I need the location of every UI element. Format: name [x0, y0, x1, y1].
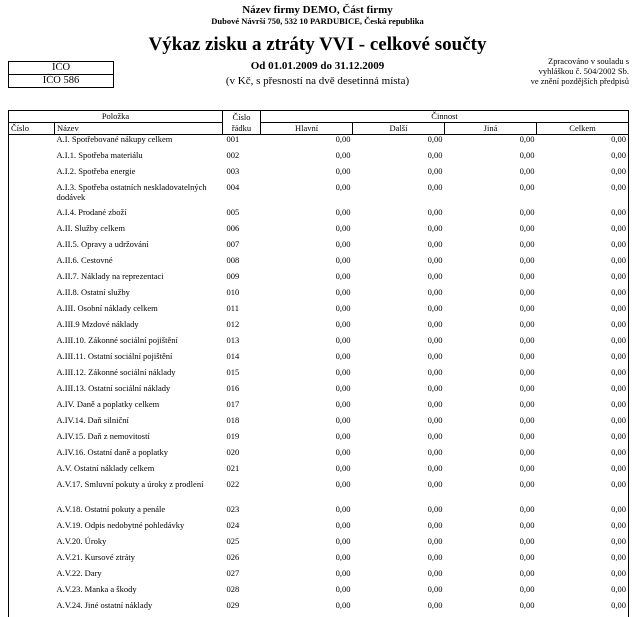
row-dalsi: 0,00: [353, 304, 445, 320]
header-cislo: Číslo: [9, 123, 55, 135]
row-hlavni: 0,00: [261, 601, 353, 617]
row-hlavni: 0,00: [261, 432, 353, 448]
row-jina: 0,00: [445, 400, 537, 416]
row-jina: 0,00: [445, 320, 537, 336]
row-cislo: [9, 288, 55, 304]
row-dalsi: 0,00: [353, 256, 445, 272]
row-jina: 0,00: [445, 288, 537, 304]
row-hlavni: 0,00: [261, 585, 353, 601]
table-row: [9, 183, 629, 208]
row-cislo: [9, 304, 55, 320]
row-dalsi: 0,00: [353, 585, 445, 601]
row-jina: 0,00: [445, 569, 537, 585]
table-body: [9, 135, 629, 617]
row-jina: 0,00: [445, 448, 537, 464]
row-cislo: [9, 352, 55, 368]
row-name: A.III. Osobní náklady celkem: [55, 304, 223, 320]
row-name: A.III.10. Zákonné sociální pojištění: [55, 336, 223, 352]
row-line-number: 015: [223, 368, 261, 384]
row-jina: 0,00: [445, 224, 537, 240]
row-celkem: 0,00: [537, 256, 629, 272]
row-jina: 0,00: [445, 352, 537, 368]
row-line-number: 010: [223, 288, 261, 304]
row-jina: 0,00: [445, 304, 537, 320]
row-celkem: 0,00: [537, 288, 629, 304]
row-name: A.IV. Daně a poplatky celkem: [55, 400, 223, 416]
row-hlavni: 0,00: [261, 505, 353, 521]
header-celkem: Celkem: [537, 123, 629, 135]
row-hlavni: 0,00: [261, 336, 353, 352]
row-hlavni: 0,00: [261, 320, 353, 336]
row-cislo: [9, 336, 55, 352]
row-cislo: [9, 553, 55, 569]
row-name: A.V.23. Manka a škody: [55, 585, 223, 601]
row-celkem: 0,00: [537, 464, 629, 480]
row-hlavni: 0,00: [261, 256, 353, 272]
row-cislo: [9, 272, 55, 288]
row-cislo: [9, 183, 55, 208]
row-jina: 0,00: [445, 416, 537, 432]
row-cislo: [9, 464, 55, 480]
table-row: [9, 553, 629, 569]
table-row: [9, 601, 629, 617]
row-line-number: 008: [223, 256, 261, 272]
currency-note: (v Kč, s přesností na dvě desetinná místa): [0, 75, 635, 88]
row-name: A.III.9 Mzdové náklady: [55, 320, 223, 336]
table-row: [9, 464, 629, 480]
row-name: A.V.22. Dary: [55, 569, 223, 585]
row-celkem: 0,00: [537, 585, 629, 601]
row-jina: 0,00: [445, 585, 537, 601]
row-jina: 0,00: [445, 256, 537, 272]
header-row-top: [9, 111, 629, 123]
row-jina: 0,00: [445, 336, 537, 352]
table-row: [9, 585, 629, 601]
header-cislo-radku: Číslo řádku: [223, 111, 261, 135]
row-cislo: [9, 151, 55, 167]
row-name: A.I.4. Prodané zboží: [55, 208, 223, 224]
row-hlavni: 0,00: [261, 183, 353, 208]
row-line-number: 005: [223, 208, 261, 224]
row-dalsi: 0,00: [353, 288, 445, 304]
row-dalsi: 0,00: [353, 480, 445, 505]
row-name: A.I. Spotřebované nákupy celkem: [55, 135, 223, 152]
row-cislo: [9, 240, 55, 256]
row-name: A.III.12. Zákonné sociální náklady: [55, 368, 223, 384]
company-address: Dubové Návrší 750, 532 10 PARDUBICE, Česká republika: [0, 16, 635, 26]
row-line-number: 002: [223, 151, 261, 167]
header-jina: Jiná: [445, 123, 537, 135]
row-cislo: [9, 208, 55, 224]
table-row: [9, 320, 629, 336]
row-hlavni: 0,00: [261, 464, 353, 480]
row-line-number: 029: [223, 601, 261, 617]
row-jina: 0,00: [445, 167, 537, 183]
row-cislo: [9, 432, 55, 448]
row-name: A.III.13. Ostatní sociální náklady: [55, 384, 223, 400]
table-row: [9, 537, 629, 553]
row-jina: 0,00: [445, 601, 537, 617]
row-hlavni: 0,00: [261, 368, 353, 384]
row-jina: 0,00: [445, 183, 537, 208]
header-dalsi: Další: [353, 123, 445, 135]
row-name: A.II. Služby celkem: [55, 224, 223, 240]
row-dalsi: 0,00: [353, 400, 445, 416]
row-celkem: 0,00: [537, 505, 629, 521]
row-dalsi: 0,00: [353, 240, 445, 256]
row-dalsi: 0,00: [353, 320, 445, 336]
row-dalsi: 0,00: [353, 384, 445, 400]
regulation-note: [499, 56, 629, 86]
row-line-number: 003: [223, 167, 261, 183]
row-cislo: [9, 384, 55, 400]
row-cislo: [9, 320, 55, 336]
table-row: [9, 352, 629, 368]
ico-label: IČO: [9, 62, 113, 74]
row-line-number: 021: [223, 464, 261, 480]
row-name: A.V.19. Odpis nedobytné pohledávky: [55, 521, 223, 537]
ico-box: [8, 61, 114, 88]
row-name: A.V.20. Úroky: [55, 537, 223, 553]
row-line-number: 018: [223, 416, 261, 432]
row-celkem: 0,00: [537, 208, 629, 224]
row-dalsi: 0,00: [353, 224, 445, 240]
row-name: A.II.7. Náklady na reprezentaci: [55, 272, 223, 288]
row-name: A.II.8. Ostatní služby: [55, 288, 223, 304]
row-dalsi: 0,00: [353, 208, 445, 224]
row-dalsi: 0,00: [353, 521, 445, 537]
row-hlavni: 0,00: [261, 151, 353, 167]
row-dalsi: 0,00: [353, 569, 445, 585]
row-jina: 0,00: [445, 368, 537, 384]
table-row: [9, 135, 629, 152]
row-line-number: 020: [223, 448, 261, 464]
row-name: A.V.21. Kursové ztráty: [55, 553, 223, 569]
row-cislo: [9, 585, 55, 601]
row-dalsi: 0,00: [353, 272, 445, 288]
table-row: [9, 336, 629, 352]
row-hlavni: 0,00: [261, 384, 353, 400]
row-celkem: 0,00: [537, 480, 629, 505]
row-name: A.IV.14. Daň silniční: [55, 416, 223, 432]
row-line-number: 028: [223, 585, 261, 601]
row-dalsi: 0,00: [353, 537, 445, 553]
row-hlavni: 0,00: [261, 537, 353, 553]
table-row: [9, 167, 629, 183]
row-hlavni: 0,00: [261, 569, 353, 585]
row-celkem: 0,00: [537, 224, 629, 240]
row-dalsi: 0,00: [353, 167, 445, 183]
row-hlavni: 0,00: [261, 135, 353, 152]
table-row: [9, 432, 629, 448]
row-line-number: 001: [223, 135, 261, 152]
row-line-number: 017: [223, 400, 261, 416]
row-line-number: 024: [223, 521, 261, 537]
row-hlavni: 0,00: [261, 288, 353, 304]
report-table: [8, 110, 629, 617]
row-line-number: 027: [223, 569, 261, 585]
row-dalsi: 0,00: [353, 416, 445, 432]
row-celkem: 0,00: [537, 432, 629, 448]
report-title: Výkaz zisku a ztráty VVI - celkové součty: [0, 34, 635, 56]
row-name: A.III.11. Ostatní sociální pojištění: [55, 352, 223, 368]
header-cinnost: Činnost: [261, 111, 629, 123]
row-celkem: 0,00: [537, 183, 629, 208]
row-jina: 0,00: [445, 432, 537, 448]
row-celkem: 0,00: [537, 135, 629, 152]
row-line-number: 007: [223, 240, 261, 256]
row-jina: 0,00: [445, 208, 537, 224]
row-line-number: 019: [223, 432, 261, 448]
table-row: [9, 480, 629, 505]
row-celkem: 0,00: [537, 384, 629, 400]
row-celkem: 0,00: [537, 167, 629, 183]
row-name: A.V.18. Ostatní pokuty a penále: [55, 505, 223, 521]
table-row: [9, 151, 629, 167]
row-jina: 0,00: [445, 521, 537, 537]
row-cislo: [9, 368, 55, 384]
row-hlavni: 0,00: [261, 521, 353, 537]
row-line-number: 026: [223, 553, 261, 569]
row-dalsi: 0,00: [353, 553, 445, 569]
row-cislo: [9, 505, 55, 521]
row-jina: 0,00: [445, 537, 537, 553]
row-dalsi: 0,00: [353, 505, 445, 521]
row-line-number: 023: [223, 505, 261, 521]
row-celkem: 0,00: [537, 320, 629, 336]
table-row: [9, 288, 629, 304]
row-hlavni: 0,00: [261, 480, 353, 505]
table-row: [9, 569, 629, 585]
row-dalsi: 0,00: [353, 352, 445, 368]
row-dalsi: 0,00: [353, 151, 445, 167]
row-celkem: 0,00: [537, 240, 629, 256]
row-dalsi: 0,00: [353, 448, 445, 464]
row-cislo: [9, 416, 55, 432]
table-row: [9, 505, 629, 521]
row-jina: 0,00: [445, 553, 537, 569]
row-celkem: 0,00: [537, 304, 629, 320]
row-cislo: [9, 521, 55, 537]
row-hlavni: 0,00: [261, 416, 353, 432]
row-hlavni: 0,00: [261, 352, 353, 368]
row-name: A.V.24. Jiné ostatní náklady: [55, 601, 223, 617]
header-hlavni: Hlavní: [261, 123, 353, 135]
row-name: A.II.6. Cestovné: [55, 256, 223, 272]
row-jina: 0,00: [445, 151, 537, 167]
regulation-line: vyhláškou č. 504/2002 Sb.: [499, 66, 629, 76]
header-nazev: Název: [55, 123, 223, 135]
row-cislo: [9, 400, 55, 416]
row-hlavni: 0,00: [261, 208, 353, 224]
table-row: [9, 416, 629, 432]
row-dalsi: 0,00: [353, 183, 445, 208]
row-name: A.I.2. Spotřeba energie: [55, 167, 223, 183]
row-celkem: 0,00: [537, 448, 629, 464]
table-row: [9, 272, 629, 288]
company-name: Název firmy DEMO, Část firmy: [0, 4, 635, 16]
header-row-bottom: [9, 123, 629, 135]
row-hlavni: 0,00: [261, 272, 353, 288]
row-line-number: 011: [223, 304, 261, 320]
row-celkem: 0,00: [537, 601, 629, 617]
row-cislo: [9, 537, 55, 553]
row-dalsi: 0,00: [353, 464, 445, 480]
row-line-number: 016: [223, 384, 261, 400]
report-period: Od 01.01.2009 do 31.12.2009: [0, 60, 635, 73]
table-row: [9, 448, 629, 464]
header-polozka: Položka: [9, 111, 223, 123]
row-name: A.II.5. Opravy a udržování: [55, 240, 223, 256]
row-line-number: 022: [223, 480, 261, 505]
row-celkem: 0,00: [537, 272, 629, 288]
row-line-number: 004: [223, 183, 261, 208]
row-cislo: [9, 256, 55, 272]
row-line-number: 014: [223, 352, 261, 368]
row-hlavni: 0,00: [261, 240, 353, 256]
row-cislo: [9, 480, 55, 505]
row-celkem: 0,00: [537, 400, 629, 416]
row-name: A.IV.16. Ostatní daně a poplatky: [55, 448, 223, 464]
table-row: [9, 400, 629, 416]
row-name: A.I.3. Spotřeba ostatních neskladovatelných dodávek: [55, 183, 223, 208]
row-cislo: [9, 167, 55, 183]
row-cislo: [9, 135, 55, 152]
table-row: [9, 240, 629, 256]
regulation-line: Zpracováno v souladu s: [499, 56, 629, 66]
row-celkem: 0,00: [537, 416, 629, 432]
row-line-number: 025: [223, 537, 261, 553]
row-dalsi: 0,00: [353, 368, 445, 384]
row-hlavni: 0,00: [261, 400, 353, 416]
row-jina: 0,00: [445, 464, 537, 480]
row-dalsi: 0,00: [353, 336, 445, 352]
row-cislo: [9, 569, 55, 585]
table-row: [9, 224, 629, 240]
row-celkem: 0,00: [537, 569, 629, 585]
row-hlavni: 0,00: [261, 304, 353, 320]
regulation-line: ve znění pozdějších předpisů: [499, 76, 629, 86]
row-cislo: [9, 448, 55, 464]
row-celkem: 0,00: [537, 352, 629, 368]
row-name: A.IV.15. Daň z nemovitostí: [55, 432, 223, 448]
table-row: [9, 368, 629, 384]
row-jina: 0,00: [445, 240, 537, 256]
table-row: [9, 521, 629, 537]
row-dalsi: 0,00: [353, 601, 445, 617]
row-celkem: 0,00: [537, 521, 629, 537]
row-dalsi: 0,00: [353, 135, 445, 152]
row-celkem: 0,00: [537, 537, 629, 553]
row-hlavni: 0,00: [261, 167, 353, 183]
ico-value: IČO 586: [9, 74, 113, 87]
row-line-number: 006: [223, 224, 261, 240]
row-hlavni: 0,00: [261, 448, 353, 464]
row-celkem: 0,00: [537, 553, 629, 569]
table-row: [9, 208, 629, 224]
row-name: A.V.17. Smluvní pokuty a úroky z prodlení: [55, 480, 223, 505]
row-jina: 0,00: [445, 480, 537, 505]
row-line-number: 009: [223, 272, 261, 288]
row-cislo: [9, 601, 55, 617]
row-hlavni: 0,00: [261, 224, 353, 240]
row-jina: 0,00: [445, 135, 537, 152]
row-dalsi: 0,00: [353, 432, 445, 448]
row-celkem: 0,00: [537, 151, 629, 167]
row-line-number: 012: [223, 320, 261, 336]
row-name: A.V. Ostatní náklady celkem: [55, 464, 223, 480]
row-jina: 0,00: [445, 505, 537, 521]
row-hlavni: 0,00: [261, 553, 353, 569]
row-line-number: 013: [223, 336, 261, 352]
row-name: A.I.1. Spotřeba materiálu: [55, 151, 223, 167]
row-jina: 0,00: [445, 384, 537, 400]
row-jina: 0,00: [445, 272, 537, 288]
table-row: [9, 256, 629, 272]
table-row: [9, 384, 629, 400]
row-celkem: 0,00: [537, 336, 629, 352]
table-row: [9, 304, 629, 320]
row-celkem: 0,00: [537, 368, 629, 384]
row-cislo: [9, 224, 55, 240]
